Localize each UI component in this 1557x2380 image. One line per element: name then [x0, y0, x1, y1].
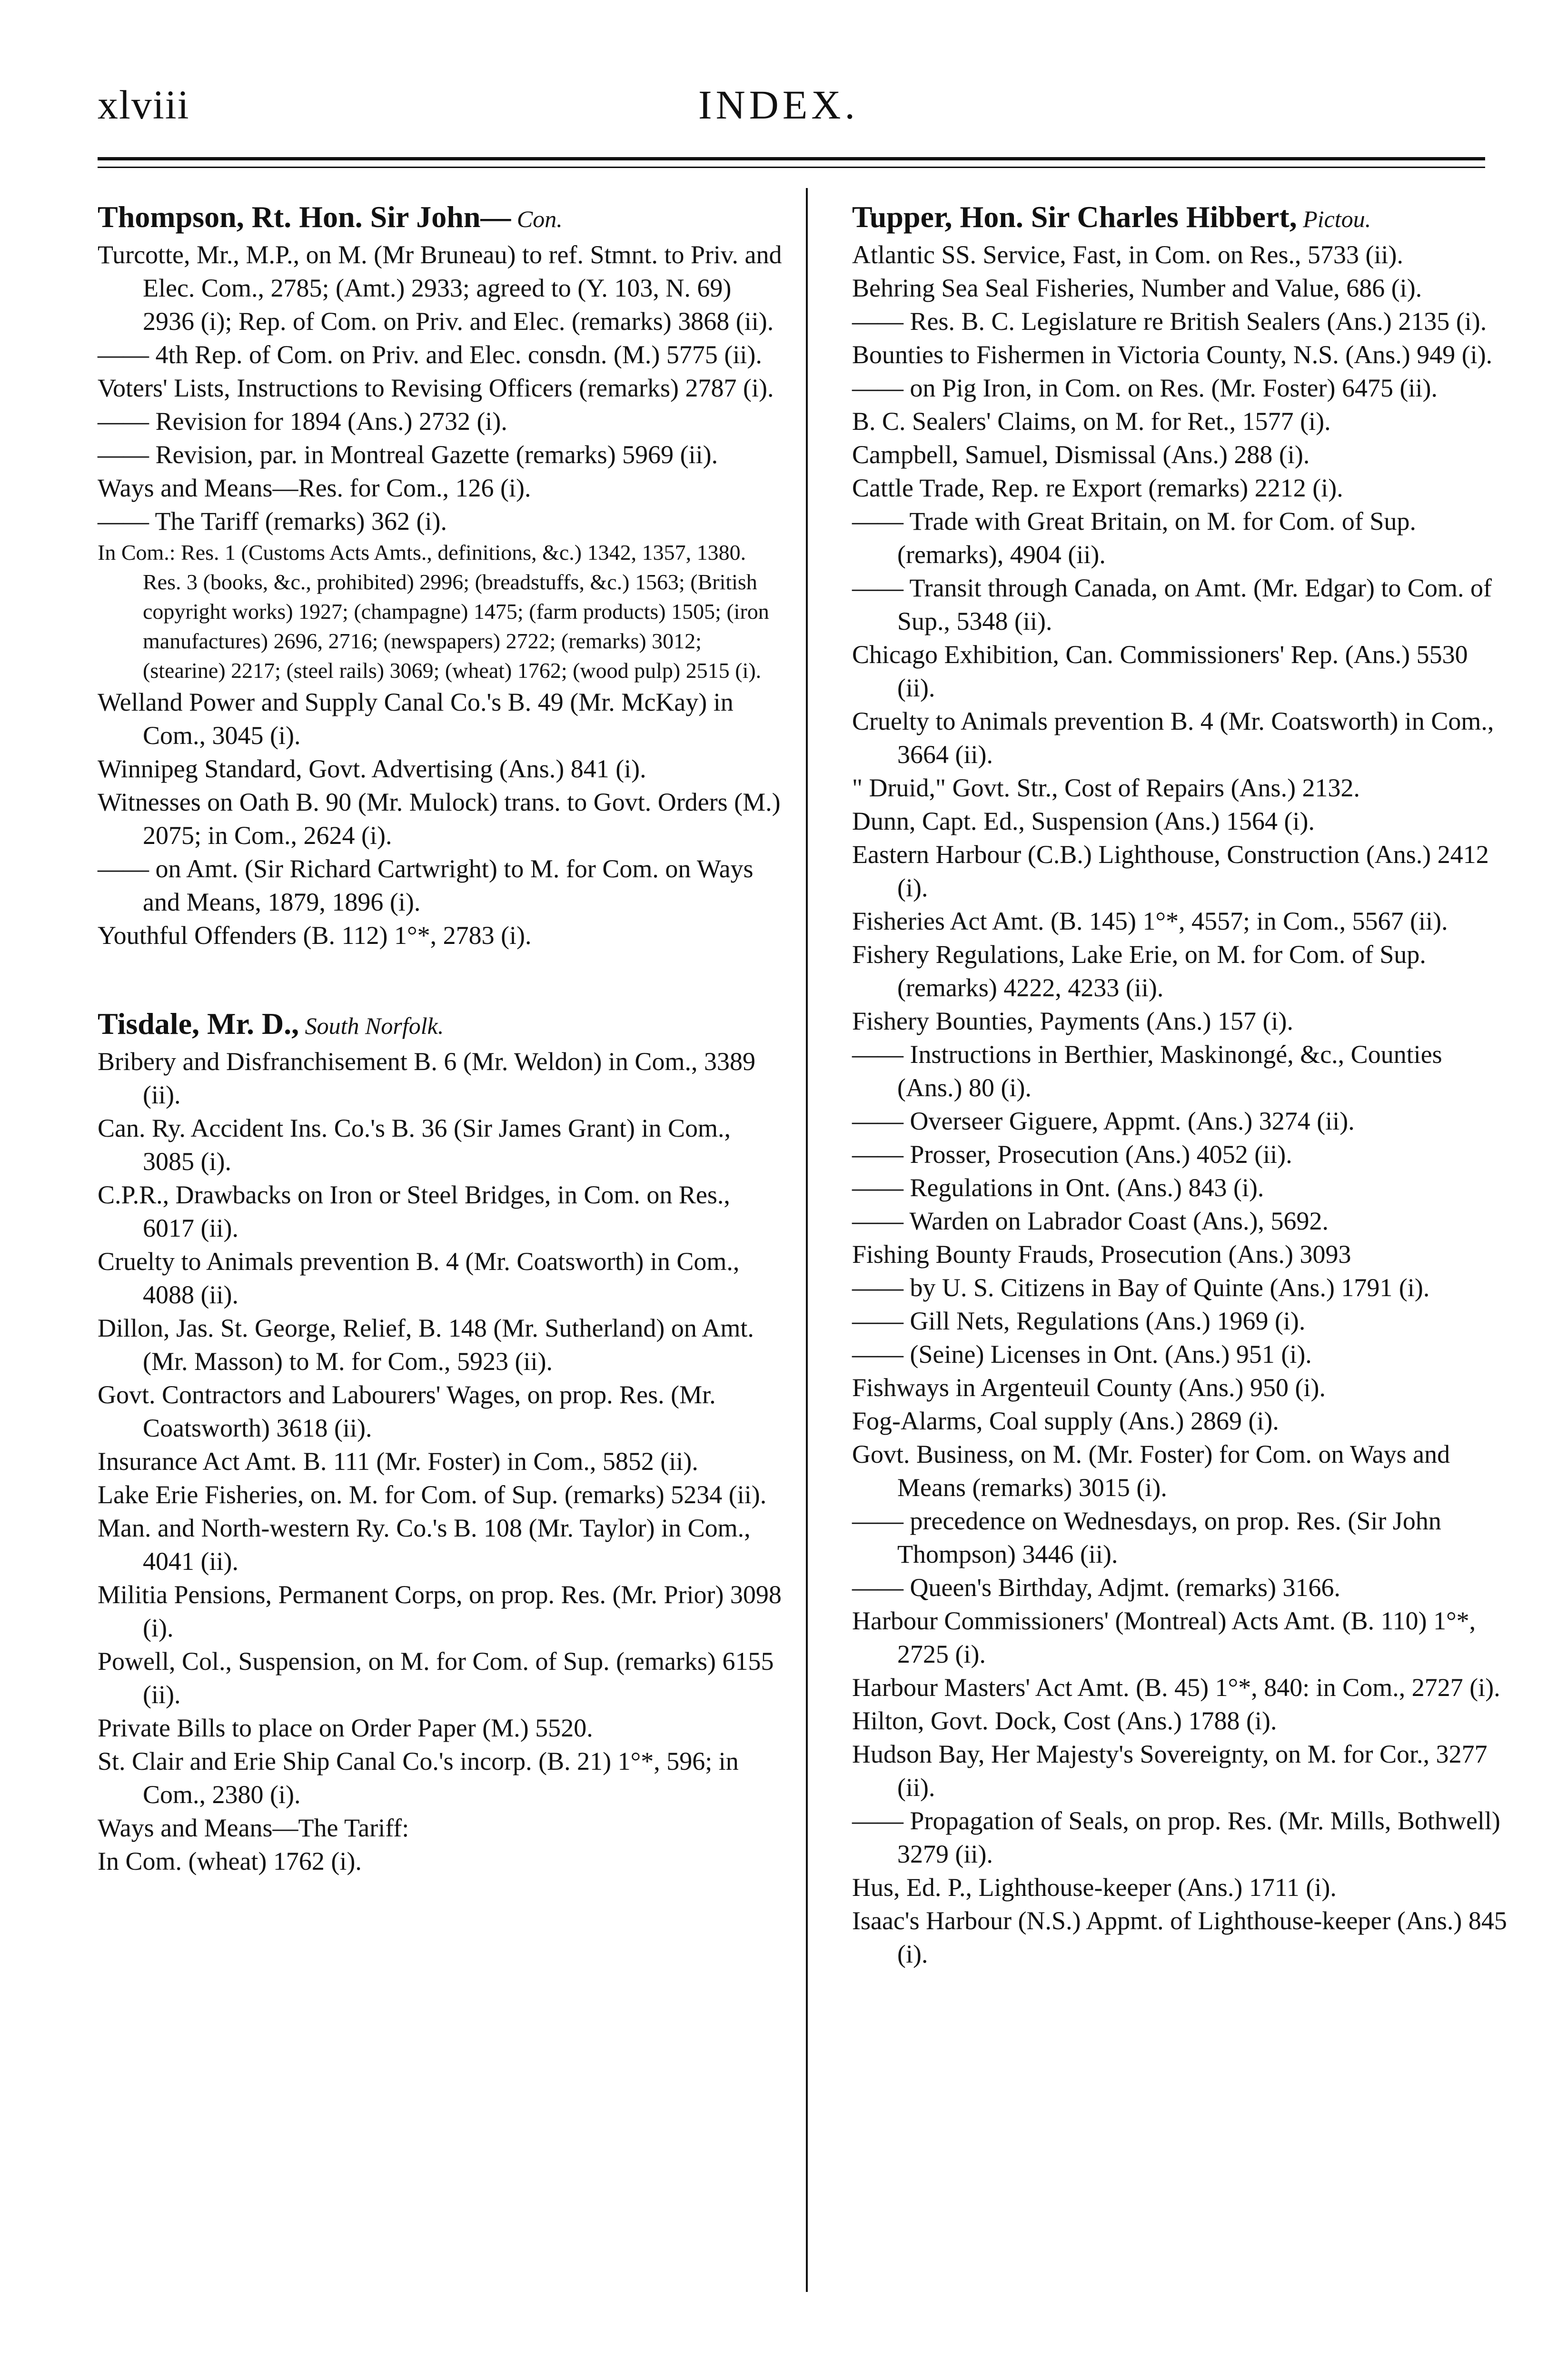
- index-entry: Harbour Commissioners' (Montreal) Acts Amt. (B. 110) 1°*, 2725 (i).: [852, 1606, 1476, 1668]
- index-entry: Atlantic SS. Service, Fast, in Com. on Res., 5733 (ii).: [852, 240, 1403, 269]
- index-entry: " Druid," Govt. Str., Cost of Repairs (Ans.) 2132.: [852, 774, 1360, 802]
- index-entry: —— The Tariff (remarks) 362 (i).: [98, 507, 447, 536]
- section-heading: [98, 200, 788, 236]
- heading-name: Tupper, Hon. Sir Charles Hibbert,: [852, 200, 1297, 234]
- index-entry: Behring Sea Seal Fisheries, Number and Value, 686 (i).: [852, 274, 1422, 302]
- index-entry: Fishing Bounty Frauds, Prosecution (Ans.) 3093: [852, 1240, 1351, 1269]
- index-entry: —— by U. S. Citizens in Bay of Quinte (Ans.) 1791 (i).: [852, 1273, 1430, 1302]
- index-entry: —— Gill Nets, Regulations (Ans.) 1969 (i).: [852, 1307, 1306, 1335]
- index-entry: Dillon, Jas. St. George, Relief, B. 148 (Mr. Sutherland) on Amt. (Mr. Masson) to M. for Com., 5923 (ii).: [98, 1314, 754, 1376]
- index-entry: Ways and Means—The Tariff:: [98, 1814, 409, 1842]
- index-entry: Winnipeg Standard, Govt. Advertising (Ans.) 841 (i).: [98, 754, 646, 783]
- running-title: INDEX.: [698, 82, 859, 128]
- page-header: [0, 0, 1557, 157]
- index-entry: —— (Seine) Licenses in Ont. (Ans.) 951 (i).: [852, 1340, 1312, 1368]
- heading-constituency: Pictou.: [1297, 206, 1371, 232]
- index-entry: In Com. (wheat) 1762 (i).: [98, 1847, 362, 1875]
- page-number: xlviii: [98, 82, 190, 128]
- index-entry: Cruelty to Animals prevention B. 4 (Mr. Coatsworth) in Com., 4088 (ii).: [98, 1247, 740, 1309]
- index-entry: Govt. Business, on M. (Mr. Foster) for Com. on Ways and Means (remarks) 3015 (i).: [852, 1440, 1450, 1502]
- index-entry: —— on Amt. (Sir Richard Cartwright) to M. for Com. on Ways and Means, 1879, 1896 (i).: [98, 854, 754, 916]
- index-entry: C.P.R., Drawbacks on Iron or Steel Bridges, in Com. on Res., 6017 (ii).: [98, 1180, 730, 1242]
- index-entry: Campbell, Samuel, Dismissal (Ans.) 288 (i).: [852, 440, 1310, 469]
- index-entry: —— 4th Rep. of Com. on Priv. and Elec. consdn. (M.) 5775 (ii).: [98, 340, 762, 369]
- index-entry: Militia Pensions, Permanent Corps, on prop. Res. (Mr. Prior) 3098 (i).: [98, 1580, 782, 1642]
- index-entry: Insurance Act Amt. B. 111 (Mr. Foster) in Com., 5852 (ii).: [98, 1447, 698, 1476]
- index-entry: —— Res. B. C. Legislature re British Sealers (Ans.) 2135 (i).: [852, 307, 1487, 336]
- index-entry: Fisheries Act Amt. (B. 145) 1°*, 4557; in Com., 5567 (ii).: [852, 907, 1448, 935]
- index-entry: Turcotte, Mr., M.P., on M. (Mr Bruneau) to ref. Stmnt. to Priv. and Elec. Com., 2785; (Amt.) 2933; agreed to (Y. 103, N. 69) 2936 (i); Rep. of Com. on Priv. and Elec. (remarks) 3868 (ii).: [98, 240, 782, 336]
- index-entry: Cattle Trade, Rep. re Export (remarks) 2212 (i).: [852, 474, 1343, 502]
- index-entry: Eastern Harbour (C.B.) Lighthouse, Construction (Ans.) 2412 (i).: [852, 840, 1489, 902]
- section-heading: [98, 1007, 788, 1043]
- index-entry: Harbour Masters' Act Amt. (B. 45) 1°*, 840: in Com., 2727 (i).: [852, 1673, 1500, 1702]
- index-entry: Dunn, Capt. Ed., Suspension (Ans.) 1564 (i).: [852, 807, 1315, 835]
- index-entry: Hus, Ed. P., Lighthouse-keeper (Ans.) 1711 (i).: [852, 1873, 1337, 1902]
- index-entry: Govt. Contractors and Labourers' Wages, on prop. Res. (Mr. Coatsworth) 3618 (ii).: [98, 1380, 716, 1442]
- index-entry: Fishery Regulations, Lake Erie, on M. for Com. of Sup. (remarks) 4222, 4233 (ii).: [852, 940, 1426, 1002]
- right-column: [852, 200, 1509, 2025]
- index-entry: Chicago Exhibition, Can. Commissioners' Rep. (Ans.) 5530 (ii).: [852, 640, 1468, 702]
- heading-constituency: Con.: [511, 206, 563, 232]
- index-entry: —— Prosser, Prosecution (Ans.) 4052 (ii).: [852, 1140, 1292, 1169]
- index-entry: Powell, Col., Suspension, on M. for Com. of Sup. (remarks) 6155 (ii).: [98, 1647, 774, 1709]
- index-entry: —— Queen's Birthday, Adjmt. (remarks) 3166.: [852, 1573, 1341, 1602]
- index-entry: Welland Power and Supply Canal Co.'s B. 49 (Mr. McKay) in Com., 3045 (i).: [98, 688, 734, 750]
- section-heading: [852, 200, 1509, 236]
- index-entry: Youthful Offenders (B. 112) 1°*, 2783 (i).: [98, 921, 532, 950]
- index-entry: St. Clair and Erie Ship Canal Co.'s incorp. (B. 21) 1°*, 596; in Com., 2380 (i).: [98, 1747, 739, 1809]
- index-entry: Bribery and Disfranchisement B. 6 (Mr. Weldon) in Com., 3389 (ii).: [98, 1047, 755, 1109]
- index-entry: Bounties to Fishermen in Victoria County, N.S. (Ans.) 949 (i).: [852, 340, 1493, 369]
- index-entry: —— Instructions in Berthier, Maskinongé, &c., Counties (Ans.) 80 (i).: [852, 1040, 1442, 1102]
- index-entry: Isaac's Harbour (N.S.) Appmt. of Lighthouse-keeper (Ans.) 845 (i).: [852, 1906, 1507, 1968]
- index-section: [98, 1007, 788, 1878]
- index-entry: Cruelty to Animals prevention B. 4 (Mr. Coatsworth) in Com., 3664 (ii).: [852, 707, 1494, 769]
- index-entry: —— on Pig Iron, in Com. on Res. (Mr. Foster) 6475 (ii).: [852, 374, 1438, 402]
- index-entry: Private Bills to place on Order Paper (M.) 5520.: [98, 1714, 593, 1742]
- index-entry: —— precedence on Wednesdays, on prop. Res. (Sir John Thompson) 3446 (ii).: [852, 1507, 1441, 1568]
- heading-name: Thompson, Rt. Hon. Sir John—: [98, 200, 511, 234]
- index-entry: Fog-Alarms, Coal supply (Ans.) 2869 (i).: [852, 1407, 1279, 1435]
- index-entry: —— Overseer Giguere, Appmt. (Ans.) 3274 (ii).: [852, 1107, 1355, 1135]
- index-section: [98, 200, 788, 952]
- index-entry: B. C. Sealers' Claims, on M. for Ret., 1577 (i).: [852, 407, 1331, 436]
- index-entry: Witnesses on Oath B. 90 (Mr. Mulock) trans. to Govt. Orders (M.) 2075; in Com., 2624 (i).: [98, 788, 781, 850]
- index-entry: Can. Ry. Accident Ins. Co.'s B. 36 (Sir James Grant) in Com., 3085 (i).: [98, 1114, 731, 1176]
- left-column: [98, 200, 788, 1933]
- index-entry: —— Regulations in Ont. (Ans.) 843 (i).: [852, 1173, 1264, 1202]
- index-section: [852, 200, 1509, 1971]
- index-entry: —— Revision, par. in Montreal Gazette (remarks) 5969 (ii).: [98, 440, 718, 469]
- index-entry: Hilton, Govt. Dock, Cost (Ans.) 1788 (i).: [852, 1706, 1277, 1735]
- index-entry: Man. and North-western Ry. Co.'s B. 108 (Mr. Taylor) in Com., 4041 (ii).: [98, 1514, 751, 1576]
- index-entry: In Com.: Res. 1 (Customs Acts Amts., definitions, &c.) 1342, 1357, 1380. Res. 3 (books, &c., prohibited) 2996; (breadstuffs, &c.) 1563; (British copyright works) 1927; (champagne) 1475; (farm products) 1505; (iron manufactures) 2696, 2716; (newspapers) 2722; (remarks) 3012; (stearine) 2217; (steel rails) 3069; (wheat) 1762; (wood pulp) 2515 (i).: [98, 540, 769, 683]
- index-entry: —— Propagation of Seals, on prop. Res. (Mr. Mills, Bothwell) 3279 (ii).: [852, 1806, 1500, 1868]
- index-entry: Voters' Lists, Instructions to Revising Officers (remarks) 2787 (i).: [98, 374, 774, 402]
- index-entry: Hudson Bay, Her Majesty's Sovereignty, on M. for Cor., 3277 (ii).: [852, 1740, 1488, 1802]
- heading-constituency: South Norfolk.: [299, 1012, 444, 1039]
- index-entry: —— Warden on Labrador Coast (Ans.), 5692.: [852, 1207, 1329, 1235]
- index-entry: Fishways in Argenteuil County (Ans.) 950 (i).: [852, 1373, 1326, 1402]
- index-entry: Lake Erie Fisheries, on. M. for Com. of Sup. (remarks) 5234 (ii).: [98, 1480, 767, 1509]
- index-entry: Ways and Means—Res. for Com., 126 (i).: [98, 474, 531, 502]
- header-rule-thin: [98, 167, 1485, 168]
- index-entry: Fishery Bounties, Payments (Ans.) 157 (i).: [852, 1007, 1293, 1035]
- heading-name: Tisdale, Mr. D.,: [98, 1007, 299, 1041]
- column-divider: [806, 188, 808, 2292]
- header-rule-thick: [98, 157, 1485, 160]
- index-entry: —— Transit through Canada, on Amt. (Mr. Edgar) to Com. of Sup., 5348 (ii).: [852, 574, 1492, 635]
- index-entry: —— Revision for 1894 (Ans.) 2732 (i).: [98, 407, 507, 436]
- index-entry: —— Trade with Great Britain, on M. for Com. of Sup. (remarks), 4904 (ii).: [852, 507, 1416, 569]
